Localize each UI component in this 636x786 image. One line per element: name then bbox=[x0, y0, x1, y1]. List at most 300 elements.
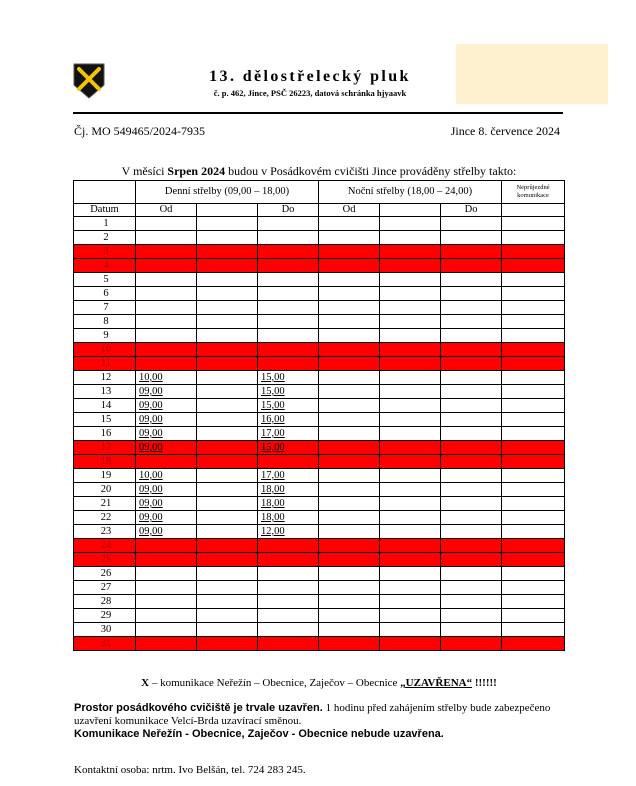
x-exclaim: !!!!!! bbox=[472, 677, 497, 689]
day-od-cell bbox=[136, 497, 197, 511]
day-od-cell-value: 10,00 bbox=[139, 372, 163, 383]
night-mid-cell bbox=[380, 511, 441, 525]
blocked-cell bbox=[502, 385, 565, 399]
day-od-cell bbox=[136, 273, 197, 287]
night-do-cell bbox=[441, 287, 502, 301]
night-do-cell bbox=[441, 385, 502, 399]
night-mid-cell bbox=[380, 231, 441, 245]
day-od-cell bbox=[136, 539, 197, 553]
info-paragraph bbox=[74, 702, 564, 741]
day-cell: 30 bbox=[74, 623, 136, 637]
day-od-cell bbox=[136, 287, 197, 301]
night-mid-cell bbox=[380, 441, 441, 455]
night-od-cell bbox=[319, 553, 380, 567]
blocked-cell bbox=[502, 399, 565, 413]
day-mid-cell bbox=[197, 483, 258, 497]
day-do-cell bbox=[258, 273, 319, 287]
night-od-cell bbox=[319, 469, 380, 483]
day-do-cell bbox=[258, 483, 319, 497]
table-row bbox=[74, 441, 565, 455]
night-mid-cell bbox=[380, 259, 441, 273]
day-od-cell bbox=[136, 609, 197, 623]
blocked-cell bbox=[502, 637, 565, 651]
day-do-cell bbox=[258, 413, 319, 427]
day-mid-cell bbox=[197, 273, 258, 287]
night-mid-cell bbox=[380, 371, 441, 385]
blocked-cell bbox=[502, 273, 565, 287]
intro-month: Srpen 2024 bbox=[167, 164, 226, 178]
night-do-cell bbox=[441, 245, 502, 259]
day-cell: 22 bbox=[74, 511, 136, 525]
table-row bbox=[74, 287, 565, 301]
blocked-cell bbox=[502, 455, 565, 469]
blocked-cell bbox=[502, 259, 565, 273]
col-datum: Datum bbox=[74, 204, 136, 217]
day-cell: 6 bbox=[74, 287, 136, 301]
day-cell: 8 bbox=[74, 315, 136, 329]
night-mid-cell bbox=[380, 581, 441, 595]
col-night-empty bbox=[380, 204, 441, 217]
para1-bold: Prostor posádkového cvičiště je trvale uzavřen. bbox=[74, 702, 323, 714]
day-do-cell bbox=[258, 511, 319, 525]
day-do-cell-value: 17,00 bbox=[261, 428, 285, 439]
day-cell: 31 bbox=[74, 637, 136, 651]
night-do-cell bbox=[441, 455, 502, 469]
col-day-od: Od bbox=[136, 204, 197, 217]
corner-cell bbox=[74, 181, 136, 204]
day-cell: 17 bbox=[74, 441, 136, 455]
day-do-cell bbox=[258, 371, 319, 385]
table-row bbox=[74, 231, 565, 245]
day-od-cell bbox=[136, 553, 197, 567]
night-od-cell bbox=[319, 441, 380, 455]
day-do-cell bbox=[258, 441, 319, 455]
day-cell: 9 bbox=[74, 329, 136, 343]
schedule-body bbox=[74, 217, 565, 651]
night-firing-header: Noční střelby (18,00 – 24,00) bbox=[319, 181, 502, 204]
table-row bbox=[74, 497, 565, 511]
day-od-cell bbox=[136, 441, 197, 455]
day-od-cell-value: 09,00 bbox=[139, 414, 163, 425]
col-blocked bbox=[502, 204, 565, 217]
night-mid-cell bbox=[380, 343, 441, 357]
day-do-cell-value: 18,00 bbox=[261, 484, 285, 495]
day-mid-cell bbox=[197, 567, 258, 581]
table-row bbox=[74, 371, 565, 385]
night-do-cell bbox=[441, 427, 502, 441]
table-row bbox=[74, 301, 565, 315]
day-od-cell bbox=[136, 231, 197, 245]
day-do-cell bbox=[258, 623, 319, 637]
day-cell: 29 bbox=[74, 609, 136, 623]
night-od-cell bbox=[319, 497, 380, 511]
day-od-cell bbox=[136, 581, 197, 595]
day-od-cell bbox=[136, 483, 197, 497]
day-mid-cell bbox=[197, 329, 258, 343]
day-do-cell bbox=[258, 385, 319, 399]
day-do-cell-value: 15,00 bbox=[261, 442, 285, 453]
night-od-cell bbox=[319, 413, 380, 427]
day-od-cell-value: 10,00 bbox=[139, 470, 163, 481]
document-date: Jince 8. července 2024 bbox=[450, 124, 560, 138]
blocked-cell bbox=[502, 469, 565, 483]
blocked-cell bbox=[502, 427, 565, 441]
night-od-cell bbox=[319, 315, 380, 329]
table-row bbox=[74, 483, 565, 497]
day-do-cell-value: 12,00 bbox=[261, 526, 285, 537]
unit-emblem-icon bbox=[72, 63, 106, 99]
blocked-cell bbox=[502, 623, 565, 637]
night-od-cell bbox=[319, 329, 380, 343]
day-od-cell bbox=[136, 259, 197, 273]
day-mid-cell bbox=[197, 525, 258, 539]
day-do-cell bbox=[258, 427, 319, 441]
night-do-cell bbox=[441, 553, 502, 567]
header-divider bbox=[73, 112, 563, 114]
night-mid-cell bbox=[380, 273, 441, 287]
firing-schedule-table bbox=[73, 180, 565, 651]
day-firing-header: Denní střelby (09,00 – 18,00) bbox=[136, 181, 319, 204]
day-do-cell bbox=[258, 469, 319, 483]
day-od-cell bbox=[136, 637, 197, 651]
table-row bbox=[74, 259, 565, 273]
day-do-cell bbox=[258, 343, 319, 357]
col-night-do: Do bbox=[441, 204, 502, 217]
blocked-cell bbox=[502, 567, 565, 581]
blocked-cell bbox=[502, 231, 565, 245]
day-do-cell bbox=[258, 287, 319, 301]
day-od-cell bbox=[136, 413, 197, 427]
night-do-cell bbox=[441, 399, 502, 413]
day-od-cell-value: 09,00 bbox=[139, 498, 163, 509]
day-cell: 1 bbox=[74, 217, 136, 231]
day-do-cell bbox=[258, 231, 319, 245]
day-cell: 5 bbox=[74, 273, 136, 287]
blocked-cell bbox=[502, 371, 565, 385]
day-od-cell-value: 09,00 bbox=[139, 442, 163, 453]
table-row bbox=[74, 357, 565, 371]
day-mid-cell bbox=[197, 553, 258, 567]
table-row bbox=[74, 399, 565, 413]
day-od-cell bbox=[136, 315, 197, 329]
night-od-cell bbox=[319, 623, 380, 637]
night-mid-cell bbox=[380, 245, 441, 259]
blocked-cell bbox=[502, 245, 565, 259]
day-mid-cell bbox=[197, 287, 258, 301]
table-row bbox=[74, 385, 565, 399]
day-cell: 21 bbox=[74, 497, 136, 511]
blocked-cell bbox=[502, 343, 565, 357]
night-do-cell bbox=[441, 273, 502, 287]
day-cell: 26 bbox=[74, 567, 136, 581]
day-do-cell-value: 18,00 bbox=[261, 512, 285, 523]
col-day-empty bbox=[197, 204, 258, 217]
table-row bbox=[74, 553, 565, 567]
blocked-cell bbox=[502, 301, 565, 315]
night-mid-cell bbox=[380, 357, 441, 371]
day-od-cell bbox=[136, 623, 197, 637]
blocked-cell bbox=[502, 553, 565, 567]
day-od-cell bbox=[136, 343, 197, 357]
day-od-cell-value: 09,00 bbox=[139, 512, 163, 523]
night-do-cell bbox=[441, 525, 502, 539]
x-mark: X bbox=[141, 677, 150, 689]
night-mid-cell bbox=[380, 497, 441, 511]
contact-person: Kontaktní osoba: nrtm. Ivo Belšán, tel. 724 283 245. bbox=[74, 764, 306, 776]
day-cell: 12 bbox=[74, 371, 136, 385]
day-do-cell bbox=[258, 329, 319, 343]
night-do-cell bbox=[441, 231, 502, 245]
table-row bbox=[74, 273, 565, 287]
intro-after: budou v Posádkovém cvičišti Jince prováděny střelby takto: bbox=[225, 164, 517, 178]
day-od-cell-value: 09,00 bbox=[139, 386, 163, 397]
day-do-cell bbox=[258, 217, 319, 231]
day-od-cell-value: 09,00 bbox=[139, 484, 163, 495]
day-do-cell-value: 15,00 bbox=[261, 372, 285, 383]
day-cell: 7 bbox=[74, 301, 136, 315]
night-mid-cell bbox=[380, 483, 441, 497]
day-do-cell bbox=[258, 399, 319, 413]
night-od-cell bbox=[319, 343, 380, 357]
night-do-cell bbox=[441, 315, 502, 329]
night-od-cell bbox=[319, 217, 380, 231]
night-do-cell bbox=[441, 357, 502, 371]
day-cell: 16 bbox=[74, 427, 136, 441]
night-od-cell bbox=[319, 399, 380, 413]
night-do-cell bbox=[441, 301, 502, 315]
day-cell: 2 bbox=[74, 231, 136, 245]
night-do-cell bbox=[441, 343, 502, 357]
day-cell: 3 bbox=[74, 245, 136, 259]
night-mid-cell bbox=[380, 287, 441, 301]
x-text: – komunikace Neřežín – Obecnice, Zaječov – Obecnice bbox=[149, 677, 401, 689]
blocked-cell bbox=[502, 595, 565, 609]
blocked-cell bbox=[502, 525, 565, 539]
table-row bbox=[74, 609, 565, 623]
day-do-cell-value: 18,00 bbox=[261, 498, 285, 509]
table-row bbox=[74, 567, 565, 581]
blocked-cell bbox=[502, 581, 565, 595]
day-mid-cell bbox=[197, 385, 258, 399]
table-row bbox=[74, 539, 565, 553]
document-title: 13. dělostřelecký pluk bbox=[209, 68, 411, 85]
day-mid-cell bbox=[197, 259, 258, 273]
day-od-cell-value: 09,00 bbox=[139, 428, 163, 439]
table-row bbox=[74, 511, 565, 525]
night-do-cell bbox=[441, 581, 502, 595]
night-mid-cell bbox=[380, 455, 441, 469]
day-do-cell bbox=[258, 553, 319, 567]
day-do-cell bbox=[258, 301, 319, 315]
night-do-cell bbox=[441, 637, 502, 651]
night-od-cell bbox=[319, 287, 380, 301]
day-od-cell bbox=[136, 385, 197, 399]
night-od-cell bbox=[319, 525, 380, 539]
night-do-cell bbox=[441, 595, 502, 609]
day-mid-cell bbox=[197, 343, 258, 357]
day-cell: 10 bbox=[74, 343, 136, 357]
night-od-cell bbox=[319, 567, 380, 581]
night-mid-cell bbox=[380, 623, 441, 637]
table-row bbox=[74, 595, 565, 609]
day-mid-cell bbox=[197, 595, 258, 609]
day-mid-cell bbox=[197, 315, 258, 329]
blocked-cell bbox=[502, 609, 565, 623]
day-do-cell bbox=[258, 567, 319, 581]
night-mid-cell bbox=[380, 399, 441, 413]
night-od-cell bbox=[319, 273, 380, 287]
day-mid-cell bbox=[197, 455, 258, 469]
table-row bbox=[74, 343, 565, 357]
day-mid-cell bbox=[197, 623, 258, 637]
night-mid-cell bbox=[380, 413, 441, 427]
night-mid-cell bbox=[380, 217, 441, 231]
para1-rest: 1 hodinu před zahájením střelby bude zabezpečeno uzavření komunikace Velcí-Brda uzavírací směnou. bbox=[74, 702, 551, 727]
night-od-cell bbox=[319, 511, 380, 525]
day-mid-cell bbox=[197, 497, 258, 511]
table-row bbox=[74, 469, 565, 483]
blocked-cell bbox=[502, 483, 565, 497]
night-mid-cell bbox=[380, 539, 441, 553]
day-do-cell bbox=[258, 357, 319, 371]
table-row bbox=[74, 623, 565, 637]
night-od-cell bbox=[319, 455, 380, 469]
day-mid-cell bbox=[197, 637, 258, 651]
day-cell: 23 bbox=[74, 525, 136, 539]
day-do-cell bbox=[258, 609, 319, 623]
day-od-cell bbox=[136, 399, 197, 413]
day-cell: 14 bbox=[74, 399, 136, 413]
night-mid-cell bbox=[380, 637, 441, 651]
day-cell: 25 bbox=[74, 553, 136, 567]
night-od-cell bbox=[319, 581, 380, 595]
day-od-cell bbox=[136, 245, 197, 259]
day-mid-cell bbox=[197, 581, 258, 595]
blocked-cell bbox=[502, 413, 565, 427]
day-od-cell bbox=[136, 329, 197, 343]
day-mid-cell bbox=[197, 609, 258, 623]
day-od-cell bbox=[136, 567, 197, 581]
night-mid-cell bbox=[380, 385, 441, 399]
night-do-cell bbox=[441, 217, 502, 231]
day-do-cell bbox=[258, 525, 319, 539]
night-mid-cell bbox=[380, 329, 441, 343]
day-do-cell bbox=[258, 539, 319, 553]
day-od-cell bbox=[136, 455, 197, 469]
night-do-cell bbox=[441, 539, 502, 553]
day-do-cell bbox=[258, 259, 319, 273]
para2-bold: Komunikace Neřežín - Obecnice, Zaječov - Obecnice nebude uzavřena. bbox=[74, 728, 444, 740]
day-cell: 4 bbox=[74, 259, 136, 273]
blocked-cell bbox=[502, 217, 565, 231]
day-do-cell bbox=[258, 315, 319, 329]
day-do-cell bbox=[258, 637, 319, 651]
document-subtitle: č. p. 462, Jince, PSČ 26223, datová schránka hjyaavk bbox=[213, 88, 407, 98]
day-mid-cell bbox=[197, 413, 258, 427]
table-row bbox=[74, 329, 565, 343]
blocked-cell bbox=[502, 315, 565, 329]
day-od-cell bbox=[136, 595, 197, 609]
night-od-cell bbox=[319, 385, 380, 399]
night-mid-cell bbox=[380, 301, 441, 315]
col-night-od: Od bbox=[319, 204, 380, 217]
day-do-cell-value: 17,00 bbox=[261, 470, 285, 481]
table-row bbox=[74, 525, 565, 539]
day-mid-cell bbox=[197, 357, 258, 371]
day-mid-cell bbox=[197, 511, 258, 525]
night-do-cell bbox=[441, 469, 502, 483]
road-closure-note bbox=[74, 677, 564, 689]
night-od-cell bbox=[319, 245, 380, 259]
night-do-cell bbox=[441, 483, 502, 497]
night-od-cell bbox=[319, 539, 380, 553]
day-mid-cell bbox=[197, 427, 258, 441]
blocked-cell bbox=[502, 357, 565, 371]
blocked-cell bbox=[502, 441, 565, 455]
day-mid-cell bbox=[197, 301, 258, 315]
day-mid-cell bbox=[197, 231, 258, 245]
day-do-cell-value: 16,00 bbox=[261, 414, 285, 425]
night-od-cell bbox=[319, 371, 380, 385]
day-do-cell bbox=[258, 455, 319, 469]
blocked-cell bbox=[502, 539, 565, 553]
day-cell: 20 bbox=[74, 483, 136, 497]
night-od-cell bbox=[319, 637, 380, 651]
day-mid-cell bbox=[197, 469, 258, 483]
stamp-area bbox=[456, 44, 608, 104]
blocked-roads-header: Neprůjezdné komunikace bbox=[502, 181, 565, 204]
night-do-cell bbox=[441, 567, 502, 581]
x-closed-label: „UZAVŘENA“ bbox=[400, 677, 473, 689]
night-mid-cell bbox=[380, 525, 441, 539]
table-row bbox=[74, 413, 565, 427]
night-do-cell bbox=[441, 441, 502, 455]
day-cell: 24 bbox=[74, 539, 136, 553]
blocked-cell bbox=[502, 497, 565, 511]
day-do-cell bbox=[258, 581, 319, 595]
night-mid-cell bbox=[380, 567, 441, 581]
table-row bbox=[74, 581, 565, 595]
day-od-cell bbox=[136, 301, 197, 315]
night-od-cell bbox=[319, 595, 380, 609]
day-od-cell bbox=[136, 371, 197, 385]
day-cell: 28 bbox=[74, 595, 136, 609]
day-mid-cell bbox=[197, 441, 258, 455]
table-row bbox=[74, 315, 565, 329]
night-do-cell bbox=[441, 511, 502, 525]
day-cell: 13 bbox=[74, 385, 136, 399]
day-cell: 27 bbox=[74, 581, 136, 595]
night-mid-cell bbox=[380, 469, 441, 483]
day-od-cell bbox=[136, 427, 197, 441]
day-mid-cell bbox=[197, 245, 258, 259]
day-cell: 11 bbox=[74, 357, 136, 371]
night-od-cell bbox=[319, 357, 380, 371]
night-od-cell bbox=[319, 301, 380, 315]
table-row bbox=[74, 427, 565, 441]
day-mid-cell bbox=[197, 371, 258, 385]
day-od-cell-value: 09,00 bbox=[139, 400, 163, 411]
day-mid-cell bbox=[197, 539, 258, 553]
day-od-cell bbox=[136, 469, 197, 483]
day-do-cell-value: 15,00 bbox=[261, 400, 285, 411]
night-mid-cell bbox=[380, 315, 441, 329]
table-row bbox=[74, 637, 565, 651]
night-od-cell bbox=[319, 483, 380, 497]
day-od-cell bbox=[136, 511, 197, 525]
day-od-cell-value: 09,00 bbox=[139, 526, 163, 537]
day-cell: 18 bbox=[74, 455, 136, 469]
